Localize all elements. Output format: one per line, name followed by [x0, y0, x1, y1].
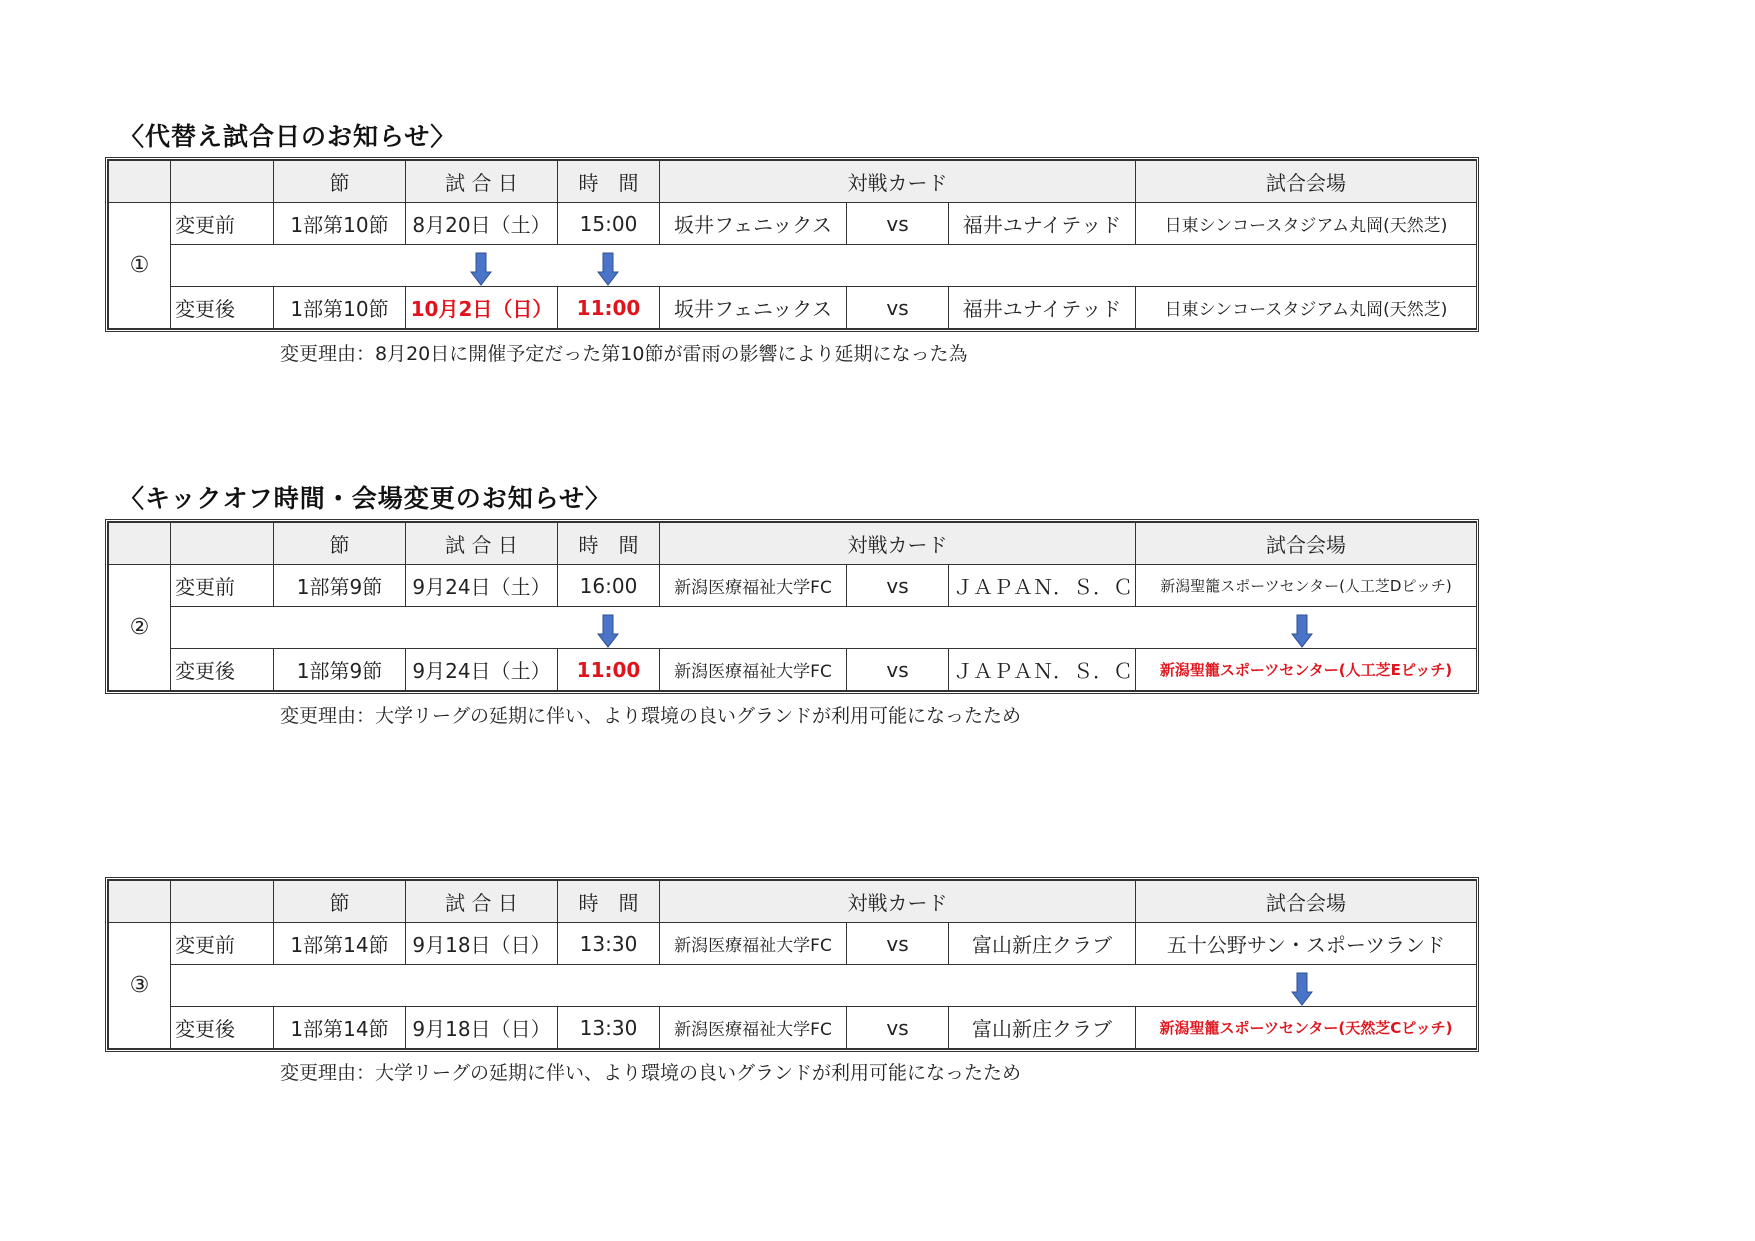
header-venue: 試合会場	[1136, 523, 1477, 565]
before-label: 変更前	[171, 923, 274, 965]
header-blank	[171, 881, 274, 923]
after-time: 11:00	[558, 287, 660, 329]
header-blank	[109, 881, 171, 923]
match-number: ②	[109, 565, 171, 691]
header-blank	[171, 161, 274, 203]
vs-label: vs	[847, 649, 949, 691]
header-venue: 試合会場	[1136, 161, 1477, 203]
after-time: 11:00	[558, 649, 660, 691]
before-away: 福井ユナイテッド	[949, 203, 1136, 245]
before-time: 16:00	[558, 565, 660, 607]
down-arrow-icon	[597, 252, 619, 286]
header-venue: 試合会場	[1136, 881, 1477, 923]
header-setsu: 節	[274, 881, 406, 923]
before-home: 新潟医療福祉大学FC	[660, 565, 847, 607]
match-number: ③	[109, 923, 171, 1049]
after-away: 福井ユナイテッド	[949, 287, 1136, 329]
after-date: 10月2日（日）	[406, 287, 558, 329]
arrow-row	[109, 965, 1477, 1007]
header-date: 試 合 日	[406, 881, 558, 923]
before-setsu: 1部第14節	[274, 923, 406, 965]
before-venue: 日東シンコースタジアム丸岡(天然芝)	[1136, 203, 1477, 245]
after-setsu: 1部第9節	[274, 649, 406, 691]
header-setsu: 節	[274, 161, 406, 203]
vs-label: vs	[847, 565, 949, 607]
arrow-row	[109, 607, 1477, 649]
before-date: 9月24日（土）	[406, 565, 558, 607]
header-time: 時 間	[558, 881, 660, 923]
before-date: 8月20日（土）	[406, 203, 558, 245]
after-home: 坂井フェニックス	[660, 287, 847, 329]
after-row	[109, 1007, 1477, 1049]
down-arrow-icon	[1291, 614, 1313, 648]
after-label: 変更後	[171, 649, 274, 691]
header-card: 対戦カード	[660, 161, 1136, 203]
after-away: ＪＡＰＡＮ．Ｓ．Ｃ	[949, 649, 1136, 691]
change-reason-3: 変更理由：大学リーグの延期に伴い、より環境の良いグランドが利用可能になったため	[280, 1062, 1022, 1084]
section1-title: 〈代替え試合日のお知らせ〉	[119, 122, 457, 151]
before-home: 坂井フェニックス	[660, 203, 847, 245]
header-row	[109, 523, 1477, 565]
before-home: 新潟医療福祉大学FC	[660, 923, 847, 965]
down-arrow-icon	[597, 614, 619, 648]
header-time: 時 間	[558, 523, 660, 565]
header-date: 試 合 日	[406, 523, 558, 565]
after-row	[109, 287, 1477, 329]
before-setsu: 1部第10節	[274, 203, 406, 245]
arrow-cell	[171, 965, 1477, 1007]
after-row	[109, 649, 1477, 691]
vs-label: vs	[847, 1007, 949, 1049]
schedule-table-2	[105, 519, 1479, 694]
before-label: 変更前	[171, 565, 274, 607]
header-date: 試 合 日	[406, 161, 558, 203]
after-label: 変更後	[171, 287, 274, 329]
before-venue: 五十公野サン・スポーツランド	[1136, 923, 1477, 965]
vs-label: vs	[847, 287, 949, 329]
down-arrow-icon	[470, 252, 492, 286]
before-row	[109, 565, 1477, 607]
after-away: 富山新庄クラブ	[949, 1007, 1136, 1049]
after-venue: 日東シンコースタジアム丸岡(天然芝)	[1136, 287, 1477, 329]
vs-label: vs	[847, 923, 949, 965]
header-blank	[109, 523, 171, 565]
before-away: 富山新庄クラブ	[949, 923, 1136, 965]
change-reason-2: 変更理由：大学リーグの延期に伴い、より環境の良いグランドが利用可能になったため	[280, 705, 1022, 727]
schedule-table-1	[105, 157, 1479, 332]
header-blank	[171, 523, 274, 565]
before-date: 9月18日（日）	[406, 923, 558, 965]
match-number: ①	[109, 203, 171, 329]
after-date: 9月18日（日）	[406, 1007, 558, 1049]
before-time: 15:00	[558, 203, 660, 245]
header-card: 対戦カード	[660, 523, 1136, 565]
header-setsu: 節	[274, 523, 406, 565]
schedule-table-3	[105, 877, 1479, 1052]
section2-title: 〈キックオフ時間・会場変更のお知らせ〉	[119, 484, 612, 513]
before-label: 変更前	[171, 203, 274, 245]
after-venue: 新潟聖籠スポーツセンター(人工芝Eピッチ)	[1136, 649, 1477, 691]
after-venue: 新潟聖籠スポーツセンター(天然芝Cピッチ)	[1136, 1007, 1477, 1049]
vs-label: vs	[847, 203, 949, 245]
header-blank	[109, 161, 171, 203]
header-card: 対戦カード	[660, 881, 1136, 923]
header-time: 時 間	[558, 161, 660, 203]
header-row	[109, 881, 1477, 923]
before-row	[109, 923, 1477, 965]
down-arrow-icon	[1291, 972, 1313, 1006]
before-away: ＪＡＰＡＮ．Ｓ．Ｃ	[949, 565, 1136, 607]
arrow-cell	[171, 607, 1477, 649]
arrow-row	[109, 245, 1477, 287]
before-row	[109, 203, 1477, 245]
before-setsu: 1部第9節	[274, 565, 406, 607]
before-time: 13:30	[558, 923, 660, 965]
after-date: 9月24日（土）	[406, 649, 558, 691]
before-venue: 新潟聖籠スポーツセンター(人工芝Dピッチ)	[1136, 565, 1477, 607]
change-reason-1: 変更理由：8月20日に開催予定だった第10節が雷雨の影響により延期になった為	[280, 343, 968, 365]
after-home: 新潟医療福祉大学FC	[660, 1007, 847, 1049]
after-time: 13:30	[558, 1007, 660, 1049]
arrow-cell	[171, 245, 1477, 287]
after-setsu: 1部第10節	[274, 287, 406, 329]
header-row	[109, 161, 1477, 203]
after-setsu: 1部第14節	[274, 1007, 406, 1049]
after-home: 新潟医療福祉大学FC	[660, 649, 847, 691]
after-label: 変更後	[171, 1007, 274, 1049]
